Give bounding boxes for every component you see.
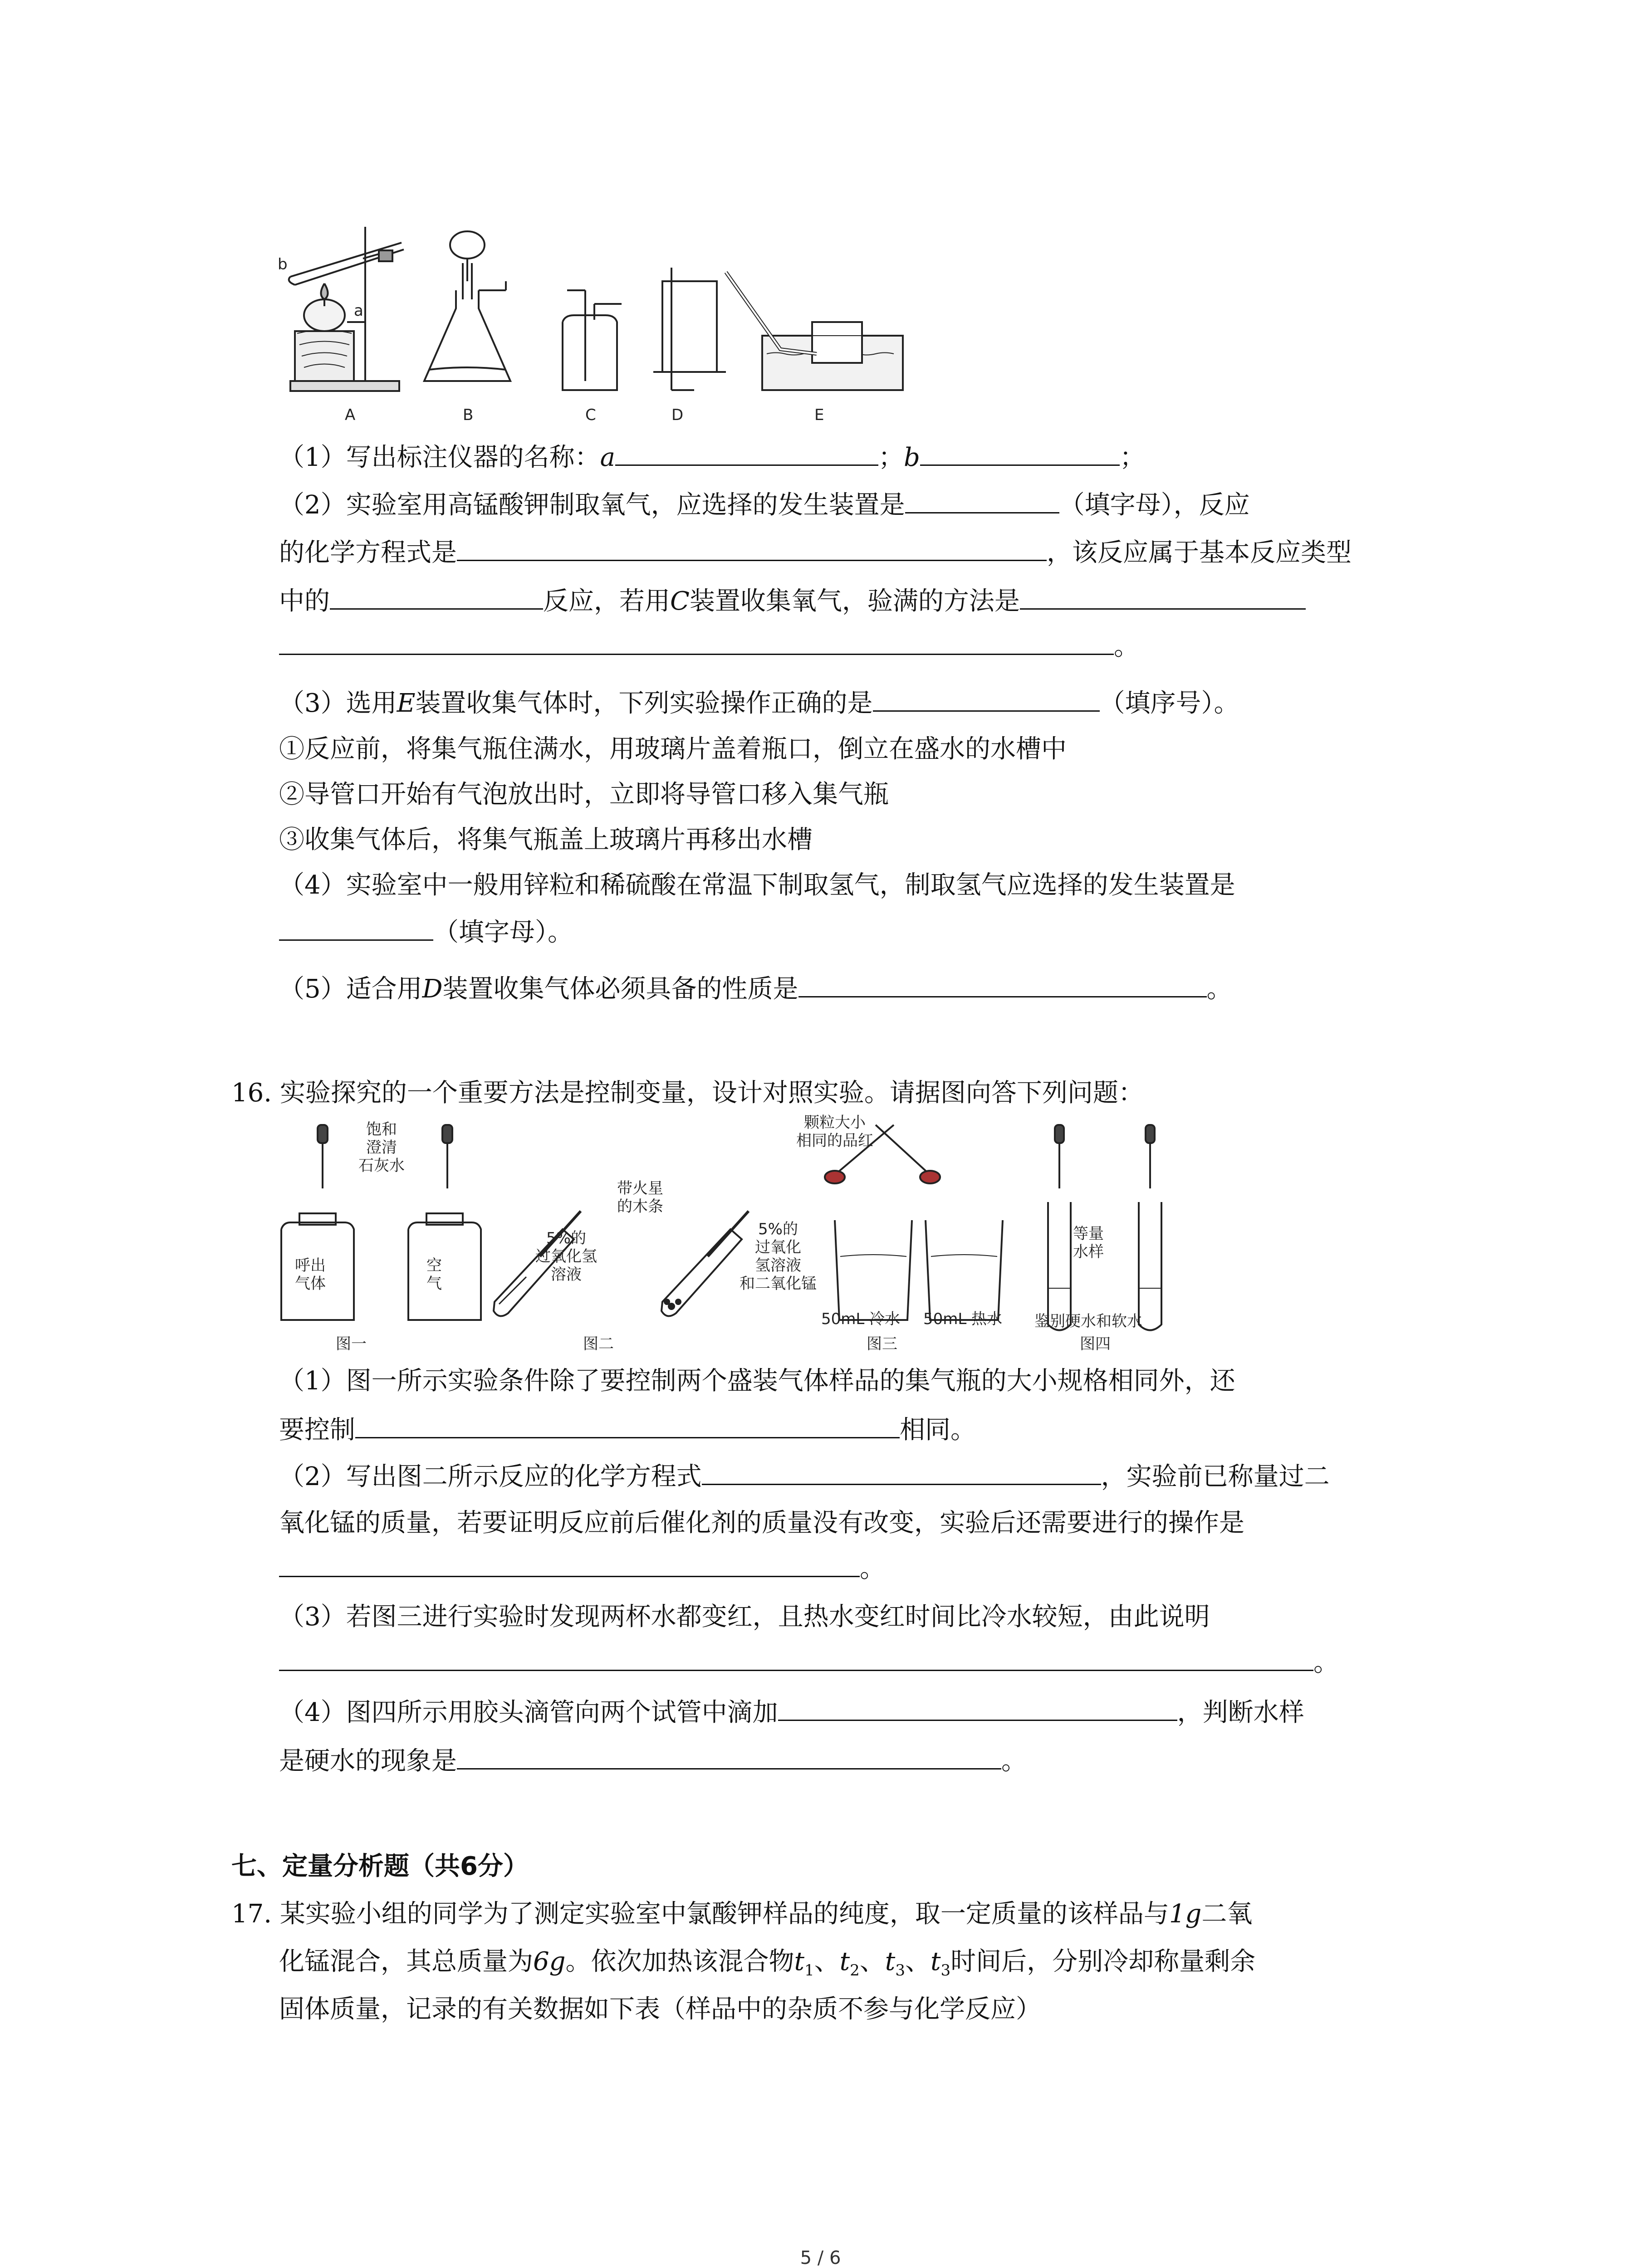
answer-blank-a[interactable] [615,439,878,466]
q16-part2-line2: 氧化锰的质量，若要证明反应前后催化剂的质量没有改变，实验后还需要进行的操作是 [279,1508,1244,1538]
section-title: 七、定量分析题（共6分） [231,1852,529,1881]
q15-part2-line1: （2）实验室用高锰酸钾制取氧气，应选择的发生装置是 （填字母），反应 [279,487,1250,523]
fig1-caption: 图一 [336,1335,367,1353]
q15-part2-line4: 。 [279,628,1139,665]
q16-part4-line1: （4）图四所示用胶头滴管向两个试管中滴加 ，判断水样 [279,1694,1304,1731]
q16-part2-line1: （2）写出图二所示反应的化学方程式 ，实验前已称量过二 [279,1458,1330,1495]
fig4-sub-label: 鉴别硬水和软水 [1034,1312,1142,1330]
page-number: 5 / 6 [800,2248,841,2268]
fig2-tube1-label: 5%的 过氧化氢 溶液 [535,1229,597,1284]
answer-blank-reagent[interactable] [778,1694,1177,1721]
q16-part3-line2: 。 [279,1644,1339,1681]
q15-option1: ①反应前，将集气瓶住满水，用玻璃片盖着瓶口，倒立在盛水的水槽中 [279,734,1067,764]
fig1-dropper-label: 饱和 澄清 石灰水 [358,1120,405,1175]
q15-part4-line1: （4）实验室中一般用锌粒和稀硫酸在常温下制取氢气，制取氢气应选择的发生装置是 [279,870,1235,900]
fig2-tube2-label: 5%的 过氧化 氢溶液 和二氧化锰 [740,1220,817,1293]
apparatus-label-b: b [278,255,288,274]
apparatus-label-a: a [354,302,363,320]
answer-blank-operation[interactable] [873,685,1100,712]
answer-blank-equation[interactable] [457,534,1047,561]
answer-blank-hard-water[interactable] [457,1743,1001,1769]
q15-part2-line2: 的化学方程式是 ，该反应属于基本反应类型 [279,534,1352,571]
answer-blank-full-check-2[interactable] [279,628,1114,655]
q16-part3-line1: （3）若图三进行实验时发现两杯水都变红，且热水变红时间比冷水较短，由此说明 [279,1602,1210,1632]
q15-part2-line3: 中的 反应，若用C装置收集氧气，验满的方法是 [279,583,1306,620]
answer-blank-property[interactable] [798,971,1207,997]
fig4-mid-label: 等量 水样 [1073,1225,1104,1261]
answer-blank-conclusion[interactable] [279,1644,1313,1671]
fig1-bottle2-label: 空 气 [426,1256,442,1293]
fig3-top-label: 颗粒大小 相同的品红 [796,1114,873,1150]
q15-option2: ②导管口开始有气泡放出时，立即将导管口移入集气瓶 [279,780,889,809]
q16-stem: 16. 实验探究的一个重要方法是控制变量，设计对照实验。请据图向答下列问题： [231,1078,1144,1108]
q16-part2-line3: 。 [279,1550,885,1587]
apparatus-letter-d: D [671,406,684,424]
answer-blank-generator[interactable] [905,487,1059,513]
apparatus-letter-a: A [345,406,356,424]
answer-blank-fig2-equation[interactable] [702,1458,1101,1485]
apparatus-letter-c: C [585,406,596,424]
q17-line3: 固体质量，记录的有关数据如下表（样品中的杂质不参与化学反应） [279,1994,1041,2024]
fig1-bottle1-label: 呼出 气体 [295,1256,326,1293]
fig2-stick-label: 带火星 的木条 [617,1179,663,1216]
q15-part5: （5）适合用D装置收集气体必须具备的性质是 。 [279,971,1232,1007]
answer-blank-reaction-type[interactable] [330,583,543,610]
fig3-caption: 图三 [867,1335,897,1353]
fig3-beaker1-label: 50mL 冷水 [821,1310,901,1328]
apparatus-figure [272,218,930,435]
answer-blank-b[interactable] [920,439,1120,466]
answer-blank-control[interactable] [355,1412,900,1438]
q15-option3: ③收集气体后，将集气瓶盖上玻璃片再移出水槽 [279,825,813,855]
q17-line2: 化锰混合，其总质量为6g。依次加热该混合物$t_1$、$t_2$、$t_3$、$t_3$时间后，分别冷却称量剩余 [279,1947,1256,1980]
apparatus-letter-b: B [463,406,474,424]
answer-blank-full-check-1[interactable] [1020,583,1306,610]
answer-blank-hydrogen-generator[interactable] [279,914,433,941]
fig4-caption: 图四 [1080,1335,1111,1353]
apparatus-letter-e: E [814,406,824,424]
answer-blank-operation-after[interactable] [279,1550,860,1577]
q15-part4-line2: （填字母）。 [279,914,573,951]
q16-part4-line2: 是硬水的现象是 。 [279,1743,1027,1779]
q17-line1: 17. 某实验小组的同学为了测定实验室中氯酸钾样品的纯度，取一定质量的该样品与1g二氧 [231,1899,1253,1929]
q15-part3-line1: （3）选用E装置收集气体时，下列实验操作正确的是 （填序号）。 [279,685,1239,722]
q16-part1-line2: 要控制 相同。 [279,1412,976,1448]
q16-part1-line1: （1）图一所示实验条件除了要控制两个盛装气体样品的集气瓶的大小规格相同外，还 [279,1366,1235,1396]
fig3-beaker2-label: 50mL 热水 [923,1310,1003,1328]
q15-part1: （1）写出标注仪器的名称：a ；b ； [279,439,1145,476]
fig2-caption: 图二 [583,1335,614,1353]
